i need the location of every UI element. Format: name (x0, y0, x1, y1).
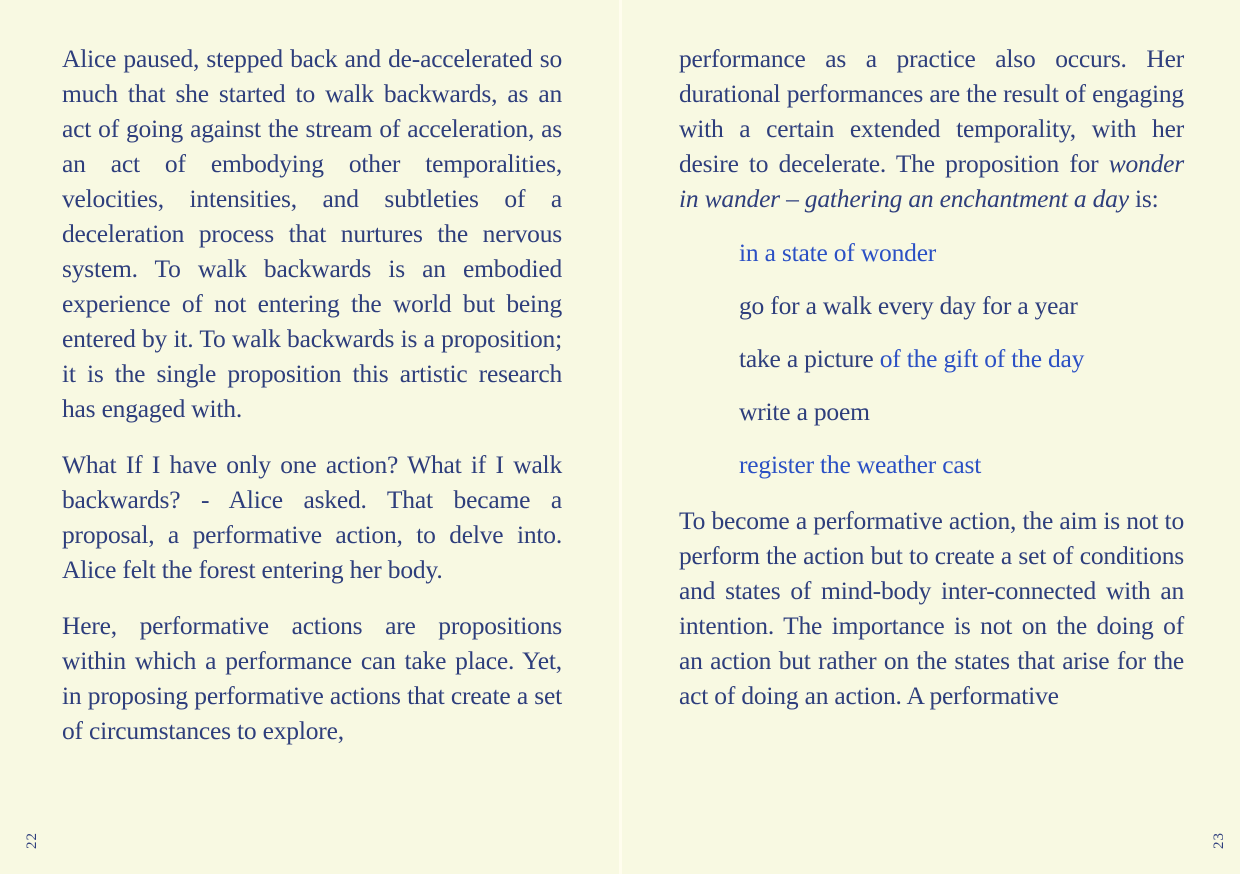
action-list-item (739, 341, 1184, 376)
page-left (0, 0, 619, 874)
action-list-item (739, 235, 1184, 270)
text-segment: write a poem (739, 397, 870, 426)
action-list-item (739, 394, 1184, 429)
text-segment: register the weather cast (739, 450, 982, 479)
text-segment: in a state of wonder (739, 238, 937, 267)
text-segment: performance as a practice also occurs. Her durational performances are the result of engaging with a certain extended temporality, with her desire to decelerate. The proposition for (679, 44, 1184, 178)
intro-paragraph (679, 41, 1184, 216)
text-segment: wonder in wander – gathering an enchantment a day (679, 149, 1184, 213)
action-list (739, 235, 1184, 482)
text-segment: of the gift of the day (879, 344, 1085, 373)
text-segment: take a picture (739, 344, 880, 373)
page-number-right: 23 (1211, 832, 1227, 849)
left-text-block (62, 41, 562, 748)
body-paragraph: Alice paused, stepped back and de-accelerated so much that she started to walk backwards, as an act of going against the stream of acceleration, as an act of embodying other temporalities, velocities, intensities, and subtleties of a deceleration process that nurtures the nervous system. To walk backwards is an embodied experience of not entering the world but being entered by it. To walk backwards is a proposition; it is the single proposition this artistic research has engaged with. (62, 44, 562, 423)
action-list-item (739, 447, 1184, 482)
right-text-block (679, 41, 1184, 713)
page-right (622, 0, 1240, 874)
page-number-left: 22 (24, 832, 40, 849)
outro-paragraph: To become a performative action, the aim is not to perform the action but to create a set of conditions and states of mind-body inter-connected with an intention. The importance is not on the doing of an action but rather on the states that arise for the act of doing an action. A performative (679, 506, 1184, 710)
body-paragraph: Here, performative actions are propositions within which a performance can take place. Yet, in proposing performative actions that create a set of circumstances to explore, (62, 611, 562, 745)
body-paragraph: What If I have only one action? What if I walk backwards? - Alice asked. That became a proposal, a performative action, to delve into. Alice felt the forest entering her body. (62, 450, 562, 584)
action-list-item (739, 288, 1184, 323)
text-segment: go for a walk every day for a year (739, 291, 1078, 320)
text-segment: is: (1128, 184, 1159, 213)
